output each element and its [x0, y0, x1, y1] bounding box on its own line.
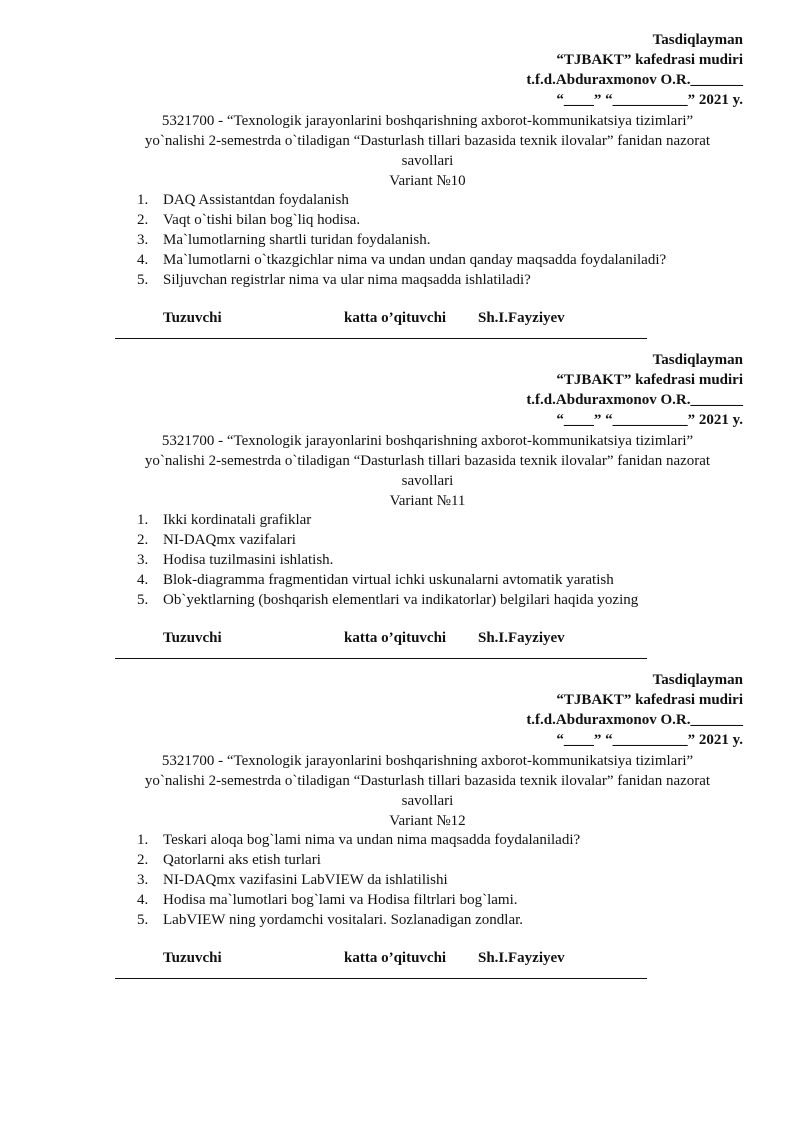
variant-number: Variant №12 — [389, 813, 466, 829]
signature-name: Sh.I.Fayziyev — [478, 630, 565, 646]
question-text: LabVIEW ning yordamchi vositalari. Sozlanadigan zondlar. — [163, 912, 524, 928]
heading-line-3: savollari — [401, 793, 454, 809]
variant-block — [0, 350, 800, 670]
list-item — [137, 190, 666, 210]
question-number: 4. — [137, 572, 149, 588]
question-number: 2. — [137, 212, 149, 228]
approval-title: Tasdiqlayman — [652, 352, 743, 368]
signature-name: Sh.I.Fayziyev — [478, 950, 565, 966]
separator-line — [115, 658, 647, 659]
variant-block — [0, 670, 800, 990]
list-item — [137, 570, 638, 590]
question-text: Ob`yektlarning (boshqarish elementlari va indikatorlar) belgilari haqida yozing — [163, 592, 639, 608]
signature-role: Tuzuvchi — [163, 950, 222, 966]
question-text: Vaqt o`tishi bilan bog`liq hodisa. — [163, 212, 361, 228]
list-item — [137, 510, 638, 530]
list-item — [137, 890, 580, 910]
list-item — [137, 270, 666, 290]
signature-role: Tuzuvchi — [163, 630, 222, 646]
approval-date: “____” “__________” 2021 y. — [556, 732, 743, 748]
question-number: 4. — [137, 892, 149, 908]
document-heading — [110, 431, 745, 511]
heading-line-1: 5321700 - “Texnologik jarayonlarini boshqarishning axborot-kommunikatsiya tizimlari” — [161, 113, 694, 129]
question-number: 3. — [137, 232, 149, 248]
question-number: 5. — [137, 912, 149, 928]
question-number: 5. — [137, 592, 149, 608]
approval-department: “TJBAKT” kafedrasi mudiri — [556, 372, 743, 388]
list-item — [137, 250, 666, 270]
question-text: Siljuvchan registrlar nima va ular nima maqsadda ishlatiladi? — [163, 272, 531, 288]
question-list — [137, 510, 638, 610]
variant-block — [0, 30, 800, 350]
document-heading — [110, 111, 745, 191]
approval-head: t.f.d.Abduraxmonov O.R._______ — [526, 72, 743, 88]
approval-stamp — [526, 670, 743, 750]
question-list — [137, 190, 666, 290]
question-text: Ma`lumotlarni o`tkazgichlar nima va undan undan qanday maqsadda foydalaniladi? — [163, 252, 667, 268]
question-number: 3. — [137, 552, 149, 568]
question-text: Ma`lumotlarning shartli turidan foydalanish. — [163, 232, 431, 248]
question-number: 5. — [137, 272, 149, 288]
heading-line-2: yo`nalishi 2-semestrda o`tiladigan “Dasturlash tillari bazasida texnik ilovalar” fanidan nazorat — [144, 453, 711, 469]
signature-position: katta o’qituvchi — [344, 630, 447, 646]
question-number: 1. — [137, 512, 149, 528]
approval-title: Tasdiqlayman — [652, 32, 743, 48]
approval-stamp — [526, 350, 743, 430]
approval-date: “____” “__________” 2021 y. — [556, 412, 743, 428]
heading-line-1: 5321700 - “Texnologik jarayonlarini boshqarishning axborot-kommunikatsiya tizimlari” — [161, 753, 694, 769]
question-number: 4. — [137, 252, 149, 268]
approval-title: Tasdiqlayman — [652, 672, 743, 688]
signature-position: katta o’qituvchi — [344, 310, 447, 326]
list-item — [137, 590, 638, 610]
signature-position: katta o’qituvchi — [344, 950, 447, 966]
question-text: Blok-diagramma fragmentidan virtual ichki uskunalarni avtomatik yaratish — [163, 572, 614, 588]
approval-department: “TJBAKT” kafedrasi mudiri — [556, 52, 743, 68]
question-list — [137, 830, 580, 930]
heading-line-3: savollari — [401, 153, 454, 169]
question-number: 2. — [137, 852, 149, 868]
question-number: 3. — [137, 872, 149, 888]
list-item — [137, 850, 580, 870]
approval-date: “____” “__________” 2021 y. — [556, 92, 743, 108]
question-text: Hodisa tuzilmasini ishlatish. — [163, 552, 334, 568]
question-number: 1. — [137, 832, 149, 848]
separator-line — [115, 978, 647, 979]
heading-line-3: savollari — [401, 473, 454, 489]
question-text: Ikki kordinatali grafiklar — [163, 512, 312, 528]
document-heading — [110, 751, 745, 831]
question-text: Hodisa ma`lumotlari bog`lami va Hodisa filtrlari bog`lami. — [163, 892, 518, 908]
heading-line-2: yo`nalishi 2-semestrda o`tiladigan “Dasturlash tillari bazasida texnik ilovalar” fanidan nazorat — [144, 133, 711, 149]
approval-stamp — [526, 30, 743, 110]
list-item — [137, 870, 580, 890]
list-item — [137, 530, 638, 550]
approval-department: “TJBAKT” kafedrasi mudiri — [556, 692, 743, 708]
list-item — [137, 230, 666, 250]
question-text: Qatorlarni aks etish turlari — [163, 852, 321, 868]
list-item — [137, 210, 666, 230]
heading-line-1: 5321700 - “Texnologik jarayonlarini boshqarishning axborot-kommunikatsiya tizimlari” — [161, 433, 694, 449]
question-text: Teskari aloqa bog`lami nima va undan nima maqsadda foydalaniladi? — [163, 832, 581, 848]
variant-number: Variant №11 — [389, 493, 466, 509]
question-text: DAQ Assistantdan foydalanish — [163, 192, 349, 208]
approval-head: t.f.d.Abduraxmonov O.R._______ — [526, 712, 743, 728]
question-number: 2. — [137, 532, 149, 548]
question-number: 1. — [137, 192, 149, 208]
signature-name: Sh.I.Fayziyev — [478, 310, 565, 326]
variant-number: Variant №10 — [389, 173, 466, 189]
list-item — [137, 830, 580, 850]
signature-role: Tuzuvchi — [163, 310, 222, 326]
question-text: NI-DAQmx vazifalari — [163, 532, 296, 548]
approval-head: t.f.d.Abduraxmonov O.R._______ — [526, 392, 743, 408]
question-text: NI-DAQmx vazifasini LabVIEW da ishlatilishi — [163, 872, 448, 888]
separator-line — [115, 338, 647, 339]
heading-line-2: yo`nalishi 2-semestrda o`tiladigan “Dasturlash tillari bazasida texnik ilovalar” fanidan nazorat — [144, 773, 711, 789]
list-item — [137, 550, 638, 570]
list-item — [137, 910, 580, 930]
